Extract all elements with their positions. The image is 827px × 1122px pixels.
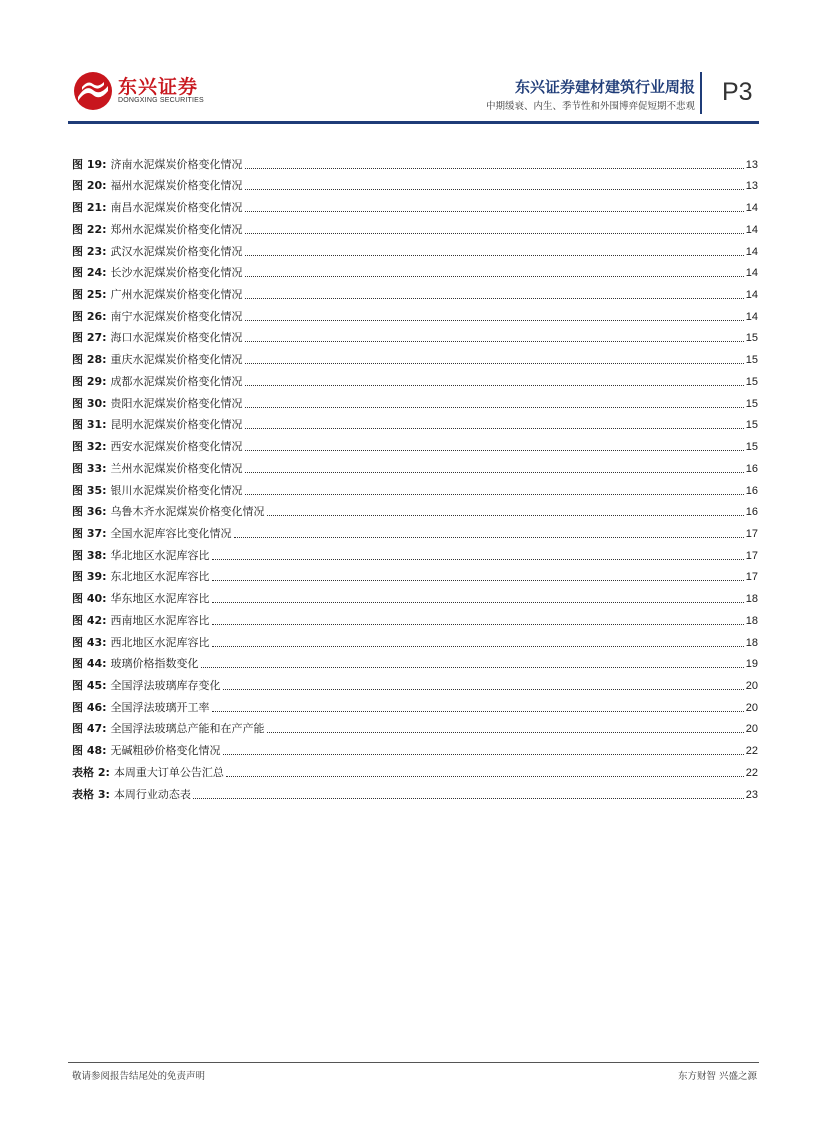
toc-entry-label: 图 48: xyxy=(72,744,107,758)
toc-entry-title: 海口水泥煤炭价格变化情况 xyxy=(110,331,243,345)
toc-dot-leader xyxy=(223,689,744,690)
toc-dot-leader xyxy=(245,341,744,342)
toc-dot-leader xyxy=(212,602,744,603)
toc-dot-leader xyxy=(234,537,744,538)
toc-entry-label: 图 21: xyxy=(72,201,107,215)
toc-entry-title: 本周重大订单公告汇总 xyxy=(113,765,224,779)
toc-entry[interactable] xyxy=(72,584,758,606)
toc-entry[interactable] xyxy=(72,432,758,454)
toc-entry-title: 全国浮法玻璃总产能和在产产能 xyxy=(110,722,265,736)
toc-entry[interactable] xyxy=(72,389,758,411)
toc-dot-leader xyxy=(201,667,744,668)
toc-entry-label: 图 43: xyxy=(72,635,107,649)
toc-entry-label: 图 32: xyxy=(72,440,107,454)
toc-dot-leader xyxy=(193,798,744,799)
toc-dot-leader xyxy=(245,168,744,169)
toc-entry-label: 图 20: xyxy=(72,179,107,193)
toc-entry-label: 图 44: xyxy=(72,657,107,671)
toc-entry-page: 18 xyxy=(745,593,758,606)
toc-entry-title: 南宁水泥煤炭价格变化情况 xyxy=(110,309,243,323)
toc-entry-page: 22 xyxy=(745,766,758,779)
toc-entry[interactable] xyxy=(72,541,758,563)
toc-entry-title: 无碱粗砂价格变化情况 xyxy=(110,744,221,758)
toc-entry[interactable] xyxy=(72,324,758,346)
toc-entry[interactable] xyxy=(72,736,758,758)
toc-dot-leader xyxy=(245,407,744,408)
dongxing-logo-icon xyxy=(72,70,114,112)
toc-entry-page: 23 xyxy=(745,788,758,801)
logo-text-en: DONGXING SECURITIES xyxy=(118,97,204,104)
toc-entry[interactable] xyxy=(72,215,758,237)
toc-dot-leader xyxy=(212,711,744,712)
toc-entry[interactable] xyxy=(72,280,758,302)
toc-entry-label: 图 39: xyxy=(72,570,107,584)
toc-entry-label: 图 40: xyxy=(72,592,107,606)
toc-entry[interactable] xyxy=(72,693,758,715)
footer-slogan: 东方财智 兴盛之源 xyxy=(677,1071,757,1082)
toc-dot-leader xyxy=(245,320,744,321)
toc-entry-label: 图 22: xyxy=(72,222,107,236)
toc-entry-label: 图 24: xyxy=(72,266,107,280)
table-of-figures xyxy=(72,150,758,802)
toc-entry-title: 南昌水泥煤炭价格变化情况 xyxy=(110,201,243,215)
toc-dot-leader xyxy=(267,515,744,516)
toc-entry-page: 15 xyxy=(745,397,758,410)
toc-dot-leader xyxy=(245,472,744,473)
toc-entry-page: 16 xyxy=(745,462,758,475)
toc-entry-page: 14 xyxy=(745,202,758,215)
toc-entry[interactable] xyxy=(72,671,758,693)
toc-entry-title: 东北地区水泥库容比 xyxy=(110,570,210,584)
report-title: 东兴证券建材建筑行业周报 xyxy=(514,78,695,96)
toc-entry[interactable] xyxy=(72,628,758,650)
toc-entry-page: 18 xyxy=(745,614,758,627)
toc-entry-label: 图 45: xyxy=(72,678,107,692)
page-header xyxy=(0,0,827,130)
toc-entry-label: 图 25: xyxy=(72,288,107,302)
toc-entry[interactable] xyxy=(72,172,758,194)
footer-rule xyxy=(68,1062,759,1063)
toc-dot-leader xyxy=(245,494,744,495)
toc-entry[interactable] xyxy=(72,259,758,281)
toc-dot-leader xyxy=(212,646,744,647)
header-divider xyxy=(700,72,702,114)
toc-entry-page: 15 xyxy=(745,332,758,345)
header-rule xyxy=(68,121,759,124)
toc-dot-leader xyxy=(245,428,744,429)
toc-entry-label: 图 33: xyxy=(72,461,107,475)
toc-entry-title: 武汉水泥煤炭价格变化情况 xyxy=(110,244,243,258)
page-number: P3 xyxy=(722,78,753,106)
toc-entry-page: 17 xyxy=(745,549,758,562)
toc-entry-title: 本周行业动态表 xyxy=(113,787,191,801)
toc-entry-page: 20 xyxy=(745,723,758,736)
toc-entry[interactable] xyxy=(72,454,758,476)
toc-entry-label: 图 47: xyxy=(72,722,107,736)
toc-entry-label: 表格 3: xyxy=(72,787,110,801)
logo-text-cn: 东兴证券 xyxy=(118,76,199,98)
toc-entry-title: 兰州水泥煤炭价格变化情况 xyxy=(110,461,243,475)
toc-entry-title: 全国浮法玻璃开工率 xyxy=(110,700,210,714)
toc-entry-title: 广州水泥煤炭价格变化情况 xyxy=(110,288,243,302)
toc-entry-page: 14 xyxy=(745,223,758,236)
toc-entry-page: 15 xyxy=(745,441,758,454)
toc-entry-label: 图 30: xyxy=(72,396,107,410)
toc-dot-leader xyxy=(226,776,744,777)
toc-entry-label: 图 37: xyxy=(72,526,107,540)
toc-entry-page: 20 xyxy=(745,701,758,714)
toc-entry-page: 13 xyxy=(745,180,758,193)
toc-entry-page: 20 xyxy=(745,679,758,692)
toc-entry-page: 15 xyxy=(745,354,758,367)
toc-entry-page: 17 xyxy=(745,571,758,584)
toc-entry-label: 图 46: xyxy=(72,700,107,714)
toc-entry[interactable] xyxy=(72,476,758,498)
toc-entry-page: 14 xyxy=(745,289,758,302)
toc-entry-title: 重庆水泥煤炭价格变化情况 xyxy=(110,353,243,367)
toc-entry[interactable] xyxy=(72,650,758,672)
toc-entry-title: 全国浮法玻璃库存变化 xyxy=(110,678,221,692)
toc-entry[interactable] xyxy=(72,302,758,324)
toc-entry-label: 图 35: xyxy=(72,483,107,497)
toc-entry-label: 图 42: xyxy=(72,613,107,627)
toc-entry[interactable] xyxy=(72,519,758,541)
toc-dot-leader xyxy=(245,211,744,212)
toc-entry[interactable] xyxy=(72,193,758,215)
toc-entry-title: 西安水泥煤炭价格变化情况 xyxy=(110,440,243,454)
toc-entry-title: 郑州水泥煤炭价格变化情况 xyxy=(110,222,243,236)
toc-entry-label: 图 38: xyxy=(72,548,107,562)
toc-entry-label: 图 27: xyxy=(72,331,107,345)
company-logo xyxy=(72,70,202,114)
toc-entry[interactable] xyxy=(72,606,758,628)
toc-entry-title: 银川水泥煤炭价格变化情况 xyxy=(110,483,243,497)
toc-dot-leader xyxy=(245,276,744,277)
toc-entry-page: 14 xyxy=(745,310,758,323)
toc-entry[interactable] xyxy=(72,498,758,520)
toc-entry-label: 图 28: xyxy=(72,353,107,367)
toc-entry-title: 贵阳水泥煤炭价格变化情况 xyxy=(110,396,243,410)
toc-dot-leader xyxy=(223,754,744,755)
toc-entry-page: 14 xyxy=(745,245,758,258)
toc-entry[interactable] xyxy=(72,367,758,389)
toc-entry-label: 图 23: xyxy=(72,244,107,258)
toc-entry-page: 14 xyxy=(745,267,758,280)
toc-entry-label: 图 26: xyxy=(72,309,107,323)
toc-entry-title: 成都水泥煤炭价格变化情况 xyxy=(110,374,243,388)
toc-entry-label: 图 19: xyxy=(72,157,107,171)
toc-entry[interactable] xyxy=(72,411,758,433)
toc-entry-title: 福州水泥煤炭价格变化情况 xyxy=(110,179,243,193)
toc-entry-page: 19 xyxy=(745,658,758,671)
toc-entry-label: 表格 2: xyxy=(72,765,110,779)
toc-entry-title: 华北地区水泥库容比 xyxy=(110,548,210,562)
toc-entry[interactable] xyxy=(72,237,758,259)
toc-entry-page: 16 xyxy=(745,484,758,497)
toc-dot-leader xyxy=(212,559,744,560)
toc-dot-leader xyxy=(267,732,744,733)
toc-entry-title: 西北地区水泥库容比 xyxy=(110,635,210,649)
toc-entry[interactable] xyxy=(72,780,758,802)
toc-entry-title: 长沙水泥煤炭价格变化情况 xyxy=(110,266,243,280)
toc-entry[interactable] xyxy=(72,758,758,780)
toc-entry-page: 18 xyxy=(745,636,758,649)
toc-entry[interactable] xyxy=(72,150,758,172)
toc-entry-label: 图 31: xyxy=(72,418,107,432)
toc-entry-title: 昆明水泥煤炭价格变化情况 xyxy=(110,418,243,432)
toc-entry-label: 图 29: xyxy=(72,374,107,388)
report-subtitle: 中期缓衰、内生、季节性和外围博弈促短期不悲观 xyxy=(485,101,695,112)
toc-dot-leader xyxy=(212,580,744,581)
toc-dot-leader xyxy=(245,385,744,386)
toc-entry-title: 全国水泥库容比变化情况 xyxy=(110,526,232,540)
toc-entry-title: 济南水泥煤炭价格变化情况 xyxy=(110,157,243,171)
toc-entry-title: 华东地区水泥库容比 xyxy=(110,592,210,606)
toc-dot-leader xyxy=(245,450,744,451)
toc-entry-page: 13 xyxy=(745,158,758,171)
toc-entry-title: 乌鲁木齐水泥煤炭价格变化情况 xyxy=(110,505,265,519)
toc-entry[interactable] xyxy=(72,715,758,737)
toc-entry-page: 16 xyxy=(745,506,758,519)
toc-dot-leader xyxy=(245,189,744,190)
toc-dot-leader xyxy=(245,363,744,364)
toc-entry-title: 玻璃价格指数变化 xyxy=(110,657,199,671)
toc-entry-label: 图 36: xyxy=(72,505,107,519)
toc-entry-page: 17 xyxy=(745,527,758,540)
toc-entry[interactable] xyxy=(72,563,758,585)
footer-disclaimer-note: 敬请参阅报告结尾处的免责声明 xyxy=(72,1071,206,1082)
toc-dot-leader xyxy=(245,255,744,256)
toc-entry-title: 西南地区水泥库容比 xyxy=(110,613,210,627)
toc-dot-leader xyxy=(245,233,744,234)
toc-entry-page: 15 xyxy=(745,375,758,388)
toc-dot-leader xyxy=(245,298,744,299)
toc-entry-page: 15 xyxy=(745,419,758,432)
toc-dot-leader xyxy=(212,624,744,625)
toc-entry-page: 22 xyxy=(745,745,758,758)
toc-entry[interactable] xyxy=(72,345,758,367)
